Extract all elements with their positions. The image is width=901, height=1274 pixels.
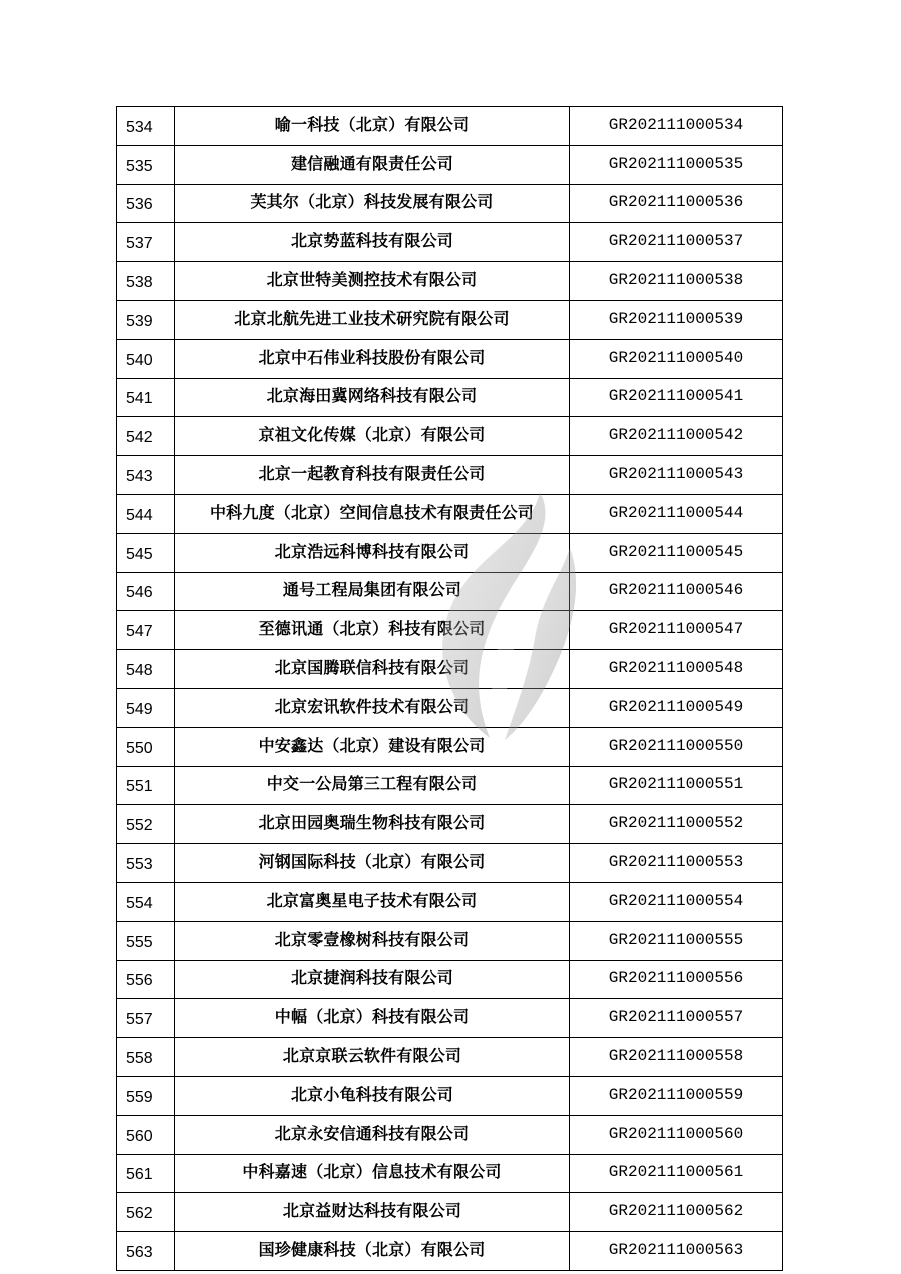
certificate-code: GR202111000548 [570, 650, 783, 689]
row-number: 556 [117, 960, 175, 999]
company-name: 至德讯通（北京）科技有限公司 [175, 611, 570, 650]
table-row [117, 456, 783, 495]
table-row [117, 494, 783, 533]
company-name: 国珍健康科技（北京）有限公司 [175, 1232, 570, 1271]
company-name: 北京零壹橡树科技有限公司 [175, 921, 570, 960]
certificate-code: GR202111000554 [570, 882, 783, 921]
company-table-body [117, 107, 783, 1271]
table-row [117, 417, 783, 456]
company-name: 建信融通有限责任公司 [175, 145, 570, 184]
row-number: 541 [117, 378, 175, 417]
certificate-code: GR202111000546 [570, 572, 783, 611]
certificate-code: GR202111000550 [570, 727, 783, 766]
row-number: 536 [117, 184, 175, 223]
table-row [117, 184, 783, 223]
company-name: 北京永安信通科技有限公司 [175, 1115, 570, 1154]
row-number: 554 [117, 882, 175, 921]
table-row [117, 688, 783, 727]
company-name: 北京小龟科技有限公司 [175, 1076, 570, 1115]
company-name: 京祖文化传媒（北京）有限公司 [175, 417, 570, 456]
row-number: 534 [117, 107, 175, 146]
company-name: 北京京联云软件有限公司 [175, 1038, 570, 1077]
row-number: 548 [117, 650, 175, 689]
table-row [117, 960, 783, 999]
row-number: 552 [117, 805, 175, 844]
certificate-code: GR202111000539 [570, 300, 783, 339]
certificate-code: GR202111000542 [570, 417, 783, 456]
company-name: 中科嘉速（北京）信息技术有限公司 [175, 1154, 570, 1193]
row-number: 542 [117, 417, 175, 456]
table-row [117, 1193, 783, 1232]
certificate-code: GR202111000544 [570, 494, 783, 533]
certificate-code: GR202111000534 [570, 107, 783, 146]
table-row [117, 882, 783, 921]
table-row [117, 145, 783, 184]
table-row [117, 1076, 783, 1115]
certificate-code: GR202111000547 [570, 611, 783, 650]
table-row [117, 572, 783, 611]
row-number: 545 [117, 533, 175, 572]
table-row [117, 727, 783, 766]
company-name: 中安鑫达（北京）建设有限公司 [175, 727, 570, 766]
company-name: 中幅（北京）科技有限公司 [175, 999, 570, 1038]
certificate-code: GR202111000557 [570, 999, 783, 1038]
row-number: 544 [117, 494, 175, 533]
row-number: 550 [117, 727, 175, 766]
certificate-code: GR202111000562 [570, 1193, 783, 1232]
company-name: 北京势蓝科技有限公司 [175, 223, 570, 262]
certificate-code: GR202111000560 [570, 1115, 783, 1154]
row-number: 560 [117, 1115, 175, 1154]
row-number: 558 [117, 1038, 175, 1077]
certificate-code: GR202111000558 [570, 1038, 783, 1077]
company-name: 芙其尔（北京）科技发展有限公司 [175, 184, 570, 223]
company-name: 北京益财达科技有限公司 [175, 1193, 570, 1232]
row-number: 535 [117, 145, 175, 184]
row-number: 557 [117, 999, 175, 1038]
row-number: 539 [117, 300, 175, 339]
row-number: 537 [117, 223, 175, 262]
row-number: 547 [117, 611, 175, 650]
company-name: 北京捷润科技有限公司 [175, 960, 570, 999]
certificate-code: GR202111000553 [570, 844, 783, 883]
certificate-code: GR202111000537 [570, 223, 783, 262]
table-row [117, 107, 783, 146]
certificate-code: GR202111000538 [570, 262, 783, 301]
company-name: 通号工程局集团有限公司 [175, 572, 570, 611]
company-table [116, 106, 783, 1271]
company-name: 北京海田冀网络科技有限公司 [175, 378, 570, 417]
table-row [117, 223, 783, 262]
company-name: 北京北航先进工业技术研究院有限公司 [175, 300, 570, 339]
table-row [117, 300, 783, 339]
company-name: 河钢国际科技（北京）有限公司 [175, 844, 570, 883]
company-name: 北京浩远科博科技有限公司 [175, 533, 570, 572]
row-number: 538 [117, 262, 175, 301]
certificate-code: GR202111000556 [570, 960, 783, 999]
table-row [117, 1232, 783, 1271]
table-row [117, 650, 783, 689]
company-name: 中交一公局第三工程有限公司 [175, 766, 570, 805]
certificate-code: GR202111000536 [570, 184, 783, 223]
certificate-code: GR202111000545 [570, 533, 783, 572]
company-name: 北京国腾联信科技有限公司 [175, 650, 570, 689]
row-number: 543 [117, 456, 175, 495]
certificate-code: GR202111000540 [570, 339, 783, 378]
row-number: 551 [117, 766, 175, 805]
table-row [117, 1038, 783, 1077]
row-number: 549 [117, 688, 175, 727]
row-number: 555 [117, 921, 175, 960]
table-row [117, 921, 783, 960]
certificate-code: GR202111000549 [570, 688, 783, 727]
certificate-code: GR202111000541 [570, 378, 783, 417]
company-name: 北京田园奥瑞生物科技有限公司 [175, 805, 570, 844]
table-row [117, 844, 783, 883]
certificate-code: GR202111000551 [570, 766, 783, 805]
row-number: 562 [117, 1193, 175, 1232]
certificate-code: GR202111000559 [570, 1076, 783, 1115]
table-row [117, 378, 783, 417]
table-row [117, 805, 783, 844]
row-number: 546 [117, 572, 175, 611]
certificate-code: GR202111000535 [570, 145, 783, 184]
certificate-code: GR202111000555 [570, 921, 783, 960]
certificate-code: GR202111000552 [570, 805, 783, 844]
company-name: 北京中石伟业科技股份有限公司 [175, 339, 570, 378]
company-name: 北京一起教育科技有限责任公司 [175, 456, 570, 495]
table-row [117, 1115, 783, 1154]
table-row [117, 339, 783, 378]
table-row [117, 262, 783, 301]
row-number: 553 [117, 844, 175, 883]
company-name: 中科九度（北京）空间信息技术有限责任公司 [175, 494, 570, 533]
certificate-code: GR202111000563 [570, 1232, 783, 1271]
table-row [117, 1154, 783, 1193]
certificate-code: GR202111000543 [570, 456, 783, 495]
row-number: 559 [117, 1076, 175, 1115]
company-name: 北京世特美测控技术有限公司 [175, 262, 570, 301]
row-number: 561 [117, 1154, 175, 1193]
table-row [117, 533, 783, 572]
company-name: 北京富奥星电子技术有限公司 [175, 882, 570, 921]
row-number: 540 [117, 339, 175, 378]
row-number: 563 [117, 1232, 175, 1271]
table-row [117, 999, 783, 1038]
company-name: 喻一科技（北京）有限公司 [175, 107, 570, 146]
certificate-code: GR202111000561 [570, 1154, 783, 1193]
table-row [117, 766, 783, 805]
company-name: 北京宏讯软件技术有限公司 [175, 688, 570, 727]
table-row [117, 611, 783, 650]
